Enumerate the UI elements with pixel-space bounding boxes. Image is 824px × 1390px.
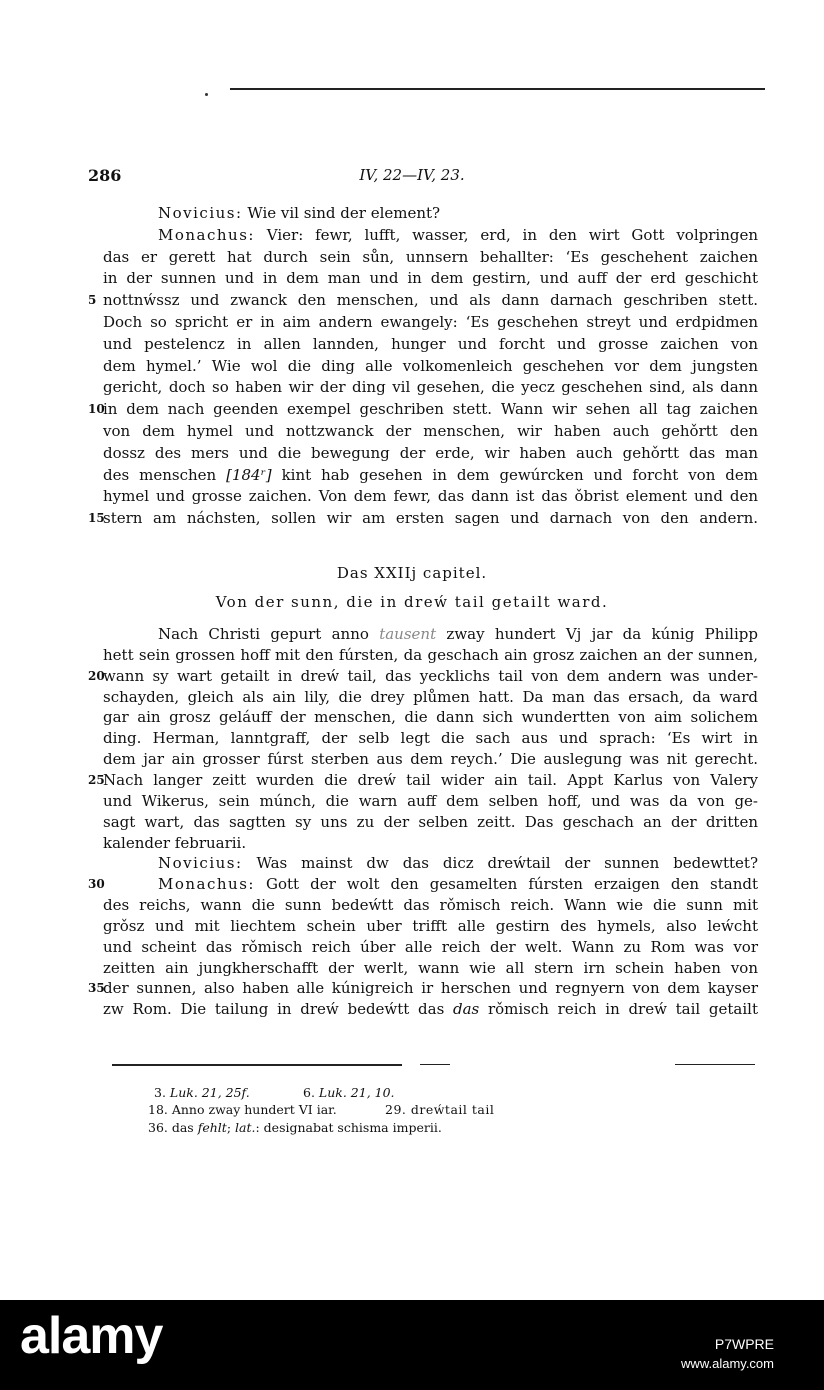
text-span: in der sunnen und in dem man und in dem gestirn, und auff der erd geschicht — [103, 269, 758, 288]
footnote-6: 6. Luk. 21, 10. — [303, 1085, 395, 1100]
line-number: 10 — [88, 402, 105, 417]
text-line-content — [103, 289, 758, 311]
text-line — [103, 894, 758, 916]
text-line — [103, 832, 758, 854]
text-span: gericht, doch so haben wir der ding vil gesehen, die yecz geschehen sind, als dann — [103, 378, 758, 397]
top-rule — [230, 88, 765, 90]
chapter-subheading: Von der sunn, die in dreẃ tail getailt ward. — [215, 593, 609, 611]
text-line-content — [103, 442, 758, 464]
text-span: dossz des mers und die bewegung der erde, wir haben auch gehǒrtt das man — [103, 443, 758, 462]
line-number: 25 — [88, 772, 105, 787]
line-number: 35 — [88, 981, 105, 996]
text-span: das er gerett hat durch sein sůn, unnsern behallter: ‘Es geschehent zaichen — [103, 247, 758, 266]
text-line-content — [103, 355, 758, 377]
text-line — [158, 623, 758, 645]
text-span: von dem hymel und nottzwanck der menschen, wir haben auch gehǒrtt den — [103, 422, 758, 440]
text-line — [103, 267, 758, 289]
text-span: Wie vil sind der element? — [242, 204, 441, 222]
text-span: schayden, gleich als ain lily, die drey plůmen hatt. Da man das ersach, da ward — [103, 687, 758, 706]
speaker-name: Novicius: — [158, 854, 243, 873]
text-line — [103, 790, 758, 812]
text-line-content — [103, 811, 758, 833]
text-line — [103, 665, 758, 687]
text-line — [103, 289, 758, 311]
emphasis-text: das — [453, 1000, 480, 1019]
alamy-logo: alamy — [20, 1307, 163, 1365]
footnote-18: 18. Anno zway hundert VI iar. — [148, 1102, 337, 1117]
text-line-content — [158, 623, 758, 645]
text-line — [103, 246, 758, 268]
text-line-content — [103, 936, 758, 958]
text-span: ding. Herman, lanntgraff, der selb legt die sach aus und sprach: ‘Es wirt in — [103, 729, 758, 748]
text-line-content — [103, 485, 758, 507]
text-span: zway hundert Vj jar da kúnig Philipp — [436, 625, 758, 643]
text-span: hett sein grossen hoff mit den fúrsten, da geschach ain grosz zaichen an der sunnen, — [103, 645, 758, 664]
text-line-content — [103, 246, 758, 268]
text-line-content — [103, 894, 758, 916]
line-number: 5 — [88, 293, 97, 308]
text-span: dem hymel.’ Wie wol die ding alle volkomenleich geschehen vor dem jungsten — [103, 356, 758, 375]
text-line — [103, 333, 758, 355]
text-span: des menschen — [103, 465, 227, 484]
speaker-name: Monachus: — [158, 875, 255, 894]
watermark-url: www.alamy.com — [681, 1356, 774, 1371]
text-line-content — [158, 873, 758, 895]
text-line — [158, 873, 758, 895]
line-number: 15 — [88, 511, 105, 526]
text-line — [103, 936, 758, 958]
text-line — [103, 727, 758, 749]
text-span: Nach Christi gepurt anno — [158, 625, 380, 643]
text-line-content — [158, 852, 758, 874]
text-span: gar ain grosz geláuff der menschen, die dann sich wundertten von aim solichem — [103, 708, 758, 727]
text-line — [103, 915, 758, 937]
text-span: und pestelencz in allen lannden, hunger und forcht und grosse zaichen von — [103, 334, 758, 353]
speaker-name: Monachus: — [158, 225, 255, 244]
speaker-name: Novicius: — [158, 204, 243, 222]
text-line-content — [103, 507, 758, 529]
text-line-content — [103, 665, 758, 687]
text-line-content — [158, 224, 758, 246]
footnote-separator-fragment — [675, 1064, 755, 1065]
text-line — [103, 706, 758, 728]
text-line — [103, 442, 758, 464]
text-line-content — [103, 832, 758, 854]
text-span: Gott der wolt den gesamelten fúrsten erzaigen den standt — [254, 875, 758, 894]
text-span: Doch so spricht er in aim andern ewangely: ‘Es geschehen streyt und erdpidmen — [103, 313, 758, 331]
text-line — [103, 998, 758, 1020]
line-number: 30 — [88, 877, 105, 892]
text-line — [103, 811, 758, 833]
text-span: nottnẃssz und zwanck den menschen, und als dann darnach geschriben stett. — [103, 291, 758, 310]
text-line — [103, 485, 758, 507]
text-span: sagt wart, das sagtten sy uns zu der selben zeitt. Das geschach an der dritten — [103, 812, 758, 831]
text-line-content — [103, 333, 758, 355]
text-span: hymel und grosse zaichen. Von dem fewr, das dann ist das ǒbrist element und den — [103, 487, 758, 506]
emphasis-text: [184ʳ] — [226, 465, 272, 484]
text-line — [103, 957, 758, 979]
text-line-content — [103, 769, 758, 791]
text-line — [103, 398, 758, 420]
text-line-content — [158, 202, 758, 224]
text-line-content — [103, 957, 758, 979]
text-line-content — [103, 420, 758, 442]
text-line — [103, 355, 758, 377]
text-line-content — [103, 686, 758, 708]
line-number: 20 — [88, 668, 105, 683]
scan-speck — [205, 93, 208, 96]
text-line-content — [103, 727, 758, 749]
text-span: kalender februarii. — [103, 833, 247, 852]
text-line-content — [103, 706, 758, 728]
text-span: grǒsz und mit liechtem schein uber trifft alle gestirn des hymels, also leẃcht — [103, 916, 758, 935]
text-line — [103, 311, 758, 333]
text-span: rǒmisch reich in dreẃ tail getailt — [479, 1000, 758, 1019]
text-line — [103, 644, 758, 666]
text-line — [158, 202, 758, 224]
text-span: und Wikerus, sein múnch, die warn auff dem selben hoff, und was da von ge- — [103, 791, 758, 810]
text-line — [158, 224, 758, 246]
text-line — [158, 852, 758, 874]
text-line-content — [103, 464, 758, 486]
text-line — [103, 507, 758, 529]
text-span: stern am náchsten, sollen wir am ersten sagen und darnach von den andern. — [103, 509, 758, 528]
footnote-29: 29. dreẃtail tail — [385, 1102, 495, 1117]
text-line-content — [103, 311, 758, 333]
text-span: dem jar ain grosser fúrst sterben aus dem reych.’ Die auslegung was nit gerecht. — [103, 750, 758, 769]
text-line-content — [103, 644, 758, 666]
text-line-content — [103, 376, 758, 398]
text-span: wann sy wart getailt in dreẃ tail, das yecklichs tail von dem andern was under- — [103, 666, 758, 685]
text-line — [103, 686, 758, 708]
text-line — [103, 420, 758, 442]
text-line — [103, 769, 758, 791]
text-line-content — [103, 915, 758, 937]
text-line-content — [103, 977, 758, 999]
text-line — [103, 464, 758, 486]
text-span: Nach langer zeitt wurden die dreẃ tail wider ain tail. Appt Karlus von Valery — [103, 770, 758, 789]
text-span: zw Rom. Die tailung in dreẃ bedeẃtt das — [103, 1000, 453, 1019]
text-span: in dem nach geenden exempel geschriben stett. Wann wir sehen all tag zaichen — [103, 400, 758, 419]
text-span: und scheint das rǒmisch reich úber alle reich der welt. Wann zu Rom was vor — [103, 937, 758, 956]
emphasis-text: tausent — [379, 625, 437, 643]
text-line-content — [103, 398, 758, 420]
text-line — [103, 977, 758, 999]
text-span: des reichs, wann die sunn bedeẃtt das rǒmisch reich. Wann wie die sunn mit — [103, 896, 758, 915]
text-span: kint hab gesehen in dem gewúrcken und forcht von dem — [271, 465, 758, 484]
text-line-content — [103, 790, 758, 812]
text-line-content — [103, 998, 758, 1020]
image-id: P7WPRE — [714, 1336, 774, 1352]
text-span: Vier: fewr, lufft, wasser, erd, in den wirt Gott volpringen — [254, 225, 758, 244]
text-span: zeitten ain jungkherschafft der werlt, wann wie all stern irn schein haben von — [103, 958, 758, 977]
chapter-heading: Das XXIIj capitel. — [336, 564, 488, 582]
text-line — [103, 748, 758, 770]
text-span: Was mainst dw das dicz dreẃtail der sunnen bedewttet? — [242, 854, 758, 873]
text-span: der sunnen, also haben alle kúnigreich ir herschen und regnyern von dem kayser — [103, 979, 758, 998]
footnote-separator-fragment — [420, 1064, 450, 1065]
running-head: IV, 22—IV, 23. — [359, 166, 465, 184]
footnote-separator — [112, 1064, 402, 1066]
text-line — [103, 376, 758, 398]
text-line-content — [103, 267, 758, 289]
footnote-3: 3. Luk. 21, 25f. — [154, 1085, 250, 1100]
text-line-content — [103, 748, 758, 770]
footnote-36: 36. das fehlt; lat.: designabat schisma imperii. — [148, 1120, 442, 1135]
page-number: 286 — [88, 166, 122, 185]
